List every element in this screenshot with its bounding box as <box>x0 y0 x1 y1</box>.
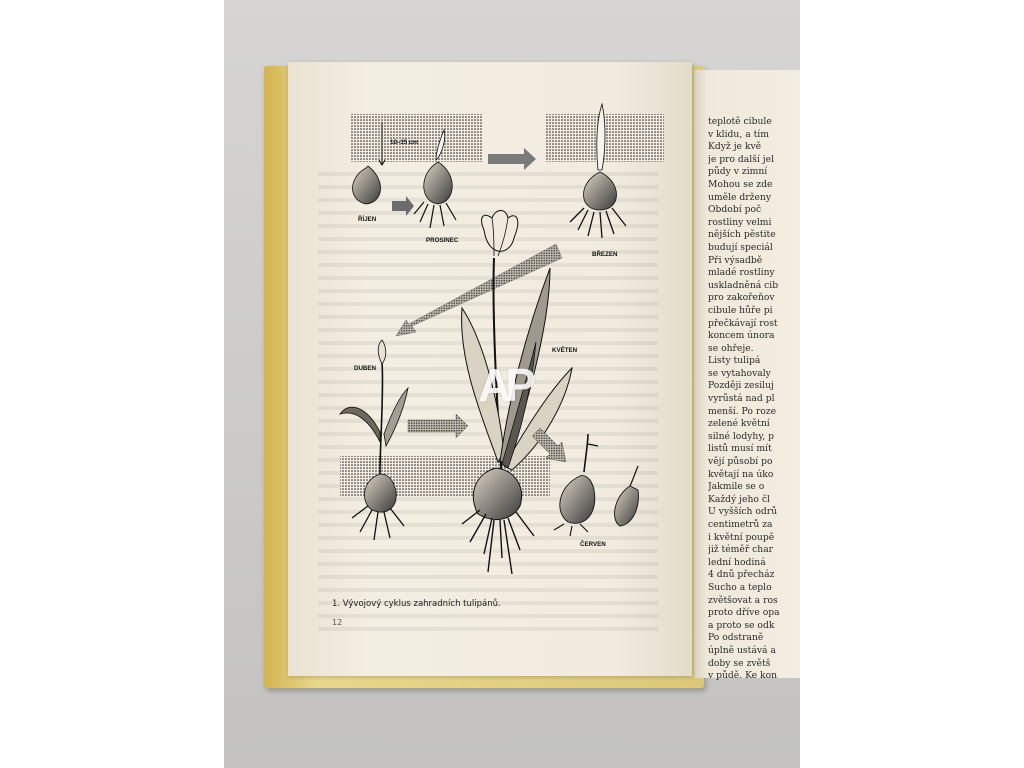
arrow-prosinec-brezen <box>488 148 536 170</box>
text-line: je pro další jel <box>708 153 775 165</box>
text-line: Později zesiluj <box>708 380 774 392</box>
text-line: 4 dnů přecház <box>708 569 775 581</box>
book-photo <box>224 0 800 768</box>
arrow-duben-kveten <box>408 414 468 438</box>
text-line: pro zakořeňov <box>708 292 775 304</box>
text-line: vějí působí po <box>708 456 773 468</box>
text-line: a proto se odk <box>708 619 775 631</box>
text-line: silné lodyhy, p <box>708 430 775 442</box>
text-line: se vytahovaly <box>708 367 771 379</box>
watermark: AP <box>478 359 530 411</box>
text-line: Jakmile se o <box>708 481 765 493</box>
text-line: lední hodiná <box>708 556 766 568</box>
text-line: cibule hůře pi <box>708 304 773 316</box>
text-line: vyrůstá nad pl <box>708 393 775 405</box>
text-line: rostliny velmi <box>708 216 772 228</box>
text-line: proto dříve opa <box>708 607 780 619</box>
text-line: Sucho a teplo <box>708 581 772 593</box>
text-line: přečkávají rost <box>708 317 778 329</box>
text-line: Když je kvě <box>708 141 762 153</box>
depth-label: 10–15 cm <box>390 139 418 146</box>
text-line: nějších pěstite <box>708 229 776 241</box>
right-page-text <box>708 116 800 683</box>
text-line: zvětšovat a ros <box>708 594 778 606</box>
label-kveten: KVĚTEN <box>552 347 578 354</box>
bulbs-cerven <box>554 434 638 548</box>
text-line: půdy v zimní <box>708 166 768 178</box>
text-line: Každý jeho čl <box>708 493 770 505</box>
text-line: se ohřeje. <box>708 342 754 354</box>
text-line: uskladněná cib <box>708 279 779 291</box>
text-line: menší. Po roze <box>708 405 777 417</box>
text-line: budují speciál <box>708 241 773 253</box>
arrow-rijen-prosinec <box>392 196 414 216</box>
text-line: Období poč <box>708 204 762 216</box>
text-line: Při výsadbě <box>708 254 763 266</box>
text-line: zelené květní <box>708 418 770 430</box>
text-line: úplně ustává a <box>708 644 776 656</box>
bulb-rijen <box>353 166 381 223</box>
label-duben: DUBEN <box>354 365 377 372</box>
text-line: i květní poupě <box>708 531 775 543</box>
text-line: v půdě. Ke kon <box>708 670 778 682</box>
text-line: mladé rostliny <box>708 267 775 279</box>
right-page <box>694 70 800 682</box>
text-line: Mohou se zde <box>708 178 773 190</box>
text-line: již téměř char <box>708 544 774 556</box>
text-line: květají na úko <box>708 468 774 480</box>
text-line: koncem února <box>708 330 775 342</box>
label-cerven: ČERVEN <box>580 541 606 548</box>
figure-caption: 1. Vývojový cyklus zahradních tulipánů. <box>332 599 501 609</box>
label-brezen: BŘEZEN <box>592 251 618 258</box>
text-line: v klidu, a tím <box>708 128 769 140</box>
tulip-duben <box>340 340 408 540</box>
text-line: uměle drženy <box>708 191 772 203</box>
text-line: doby se zvětš <box>708 657 771 669</box>
label-prosinec: PROSINEC <box>426 237 459 244</box>
text-line: teplotě cibule <box>708 116 772 127</box>
text-line: Po odstraně <box>708 632 764 644</box>
label-rijen: ŘÍJEN <box>358 216 377 223</box>
text-line: centimetrů za <box>708 519 773 530</box>
page-number: 12 <box>332 618 343 627</box>
text-line: U vyšších odrů <box>708 506 778 518</box>
text-line: Listy tulipá <box>708 355 761 367</box>
soil-panel-1 <box>350 114 482 162</box>
text-line: listů musí mít <box>708 443 772 455</box>
